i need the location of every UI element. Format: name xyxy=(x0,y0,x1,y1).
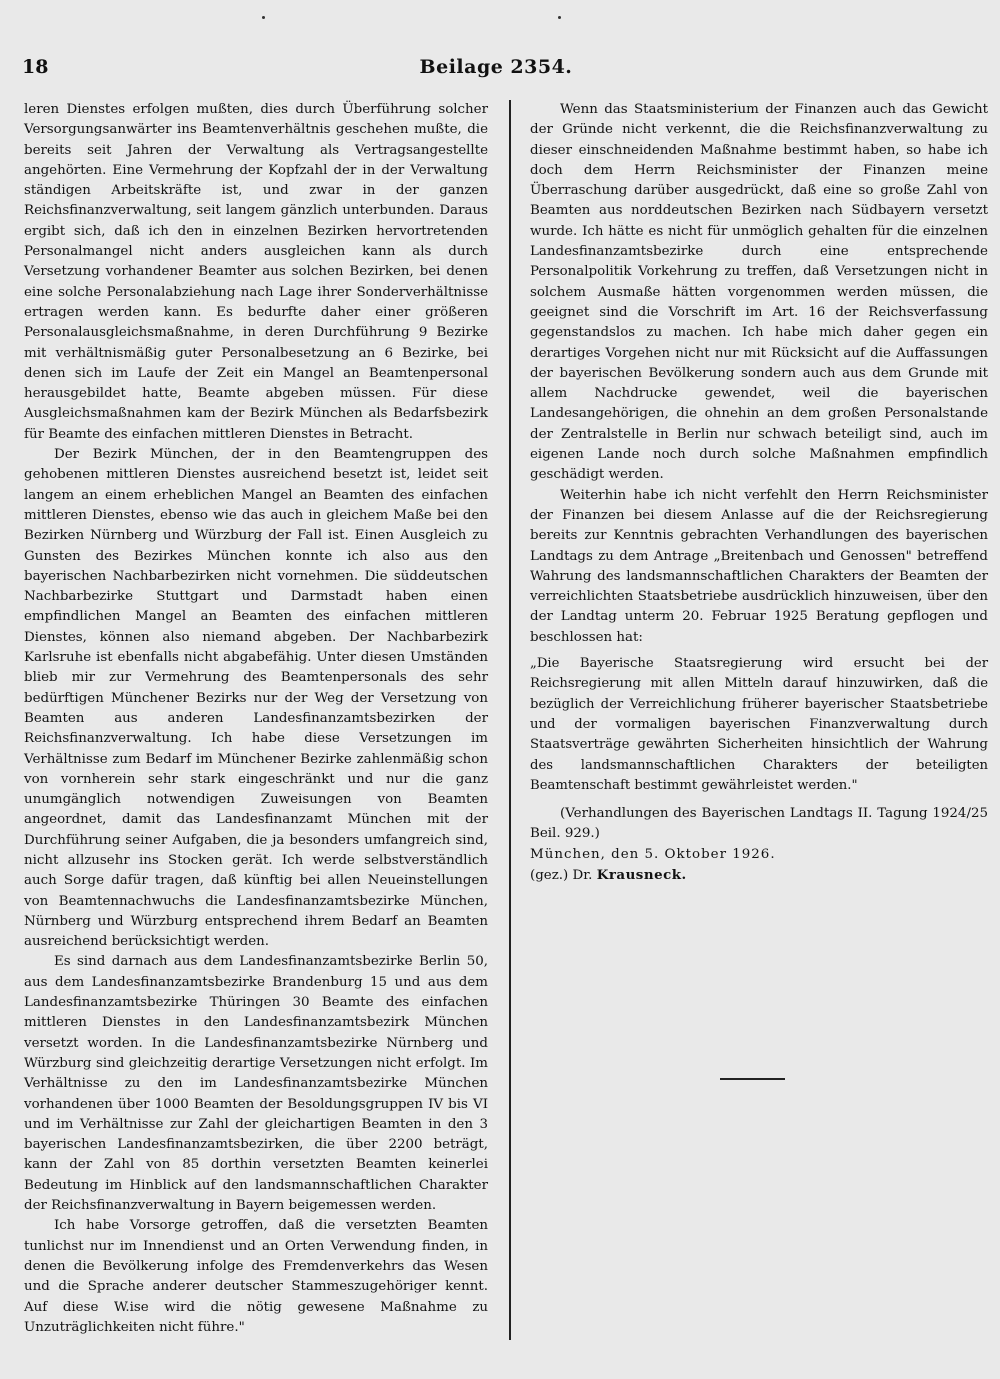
scan-speck xyxy=(262,16,265,19)
paragraph: Weiterhin habe ich nicht verfehlt den Herrn Reichsminister der Finanzen bei diesem Anlasse auf die der Reichsregierung bereits zur Kenntnis gebrachten Verhandlungen des bayerischen Landtags zu dem Antrage „Breitenbach und Genossen" betreffend Wahrung des landsmannschaftlichen Charakters der Beamten der verreichlichten Staatsbetriebe ausdrücklich hinzuweisen, über den der Landtag unterm 20. Februar 1925 Beratung gepflogen und beschlossen hat: xyxy=(530,487,988,645)
right-column xyxy=(530,100,988,886)
paragraph: leren Dienstes erfolgen mußten, dies durch Überführung solcher Versorgungsanwärter ins Beamtenverhältnis geschehen mußte, die bereits seit Jahren der Verwaltung als Vertragsangestellte angehörten. Eine Vermehrung der Kopfzahl der in der Verwaltung ständigen Arbeitskräfte ist, und zwar in der ganzen Reichsfinanzverwaltung, seit langem gänzlich unterbunden. Daraus ergibt sich, daß ich den in einzelnen Bezirken hervortretenden Personalmangel nicht anders ausgleichen kann als durch Versetzung vorhandener Beamter aus solchen Bezirken, bei denen eine solche Personalabziehung nach Lage ihrer Sonderverhältnisse ertragen werden kann. Es bedurfte daher einer größeren Personalausgleichsmaßnahme, in deren Durchführung 9 Bezirke mit verhältnismäßig guter Personalbesetzung an 6 Bezirke, bei denen sich im Laufe der Zeit ein Mangel an Beamtenpersonal herausgebildet hatte, Beamte abgeben müssen. Für diese Ausgleichsmaßnahmen kam der Bezirk München als Bedarfsbezirk für Beamte des einfachen mittleren Dienstes in Betracht. xyxy=(24,102,488,442)
signature-prefix: (gez.) Dr. xyxy=(530,867,593,883)
source-citation: (Verhandlungen des Bayerischen Landtags II. Tagung 1924/25 Beil. 929.) xyxy=(530,806,988,842)
paragraph: Wenn das Staatsministerium der Finanzen auch das Gewicht der Gründe nicht verkennt, die die Reichsfinanzverwaltung zu dieser einschneidenden Maßnahme bestimmt haben, so habe ich doch dem Herrn Reichsminister der Finanzen meine Überraschung darüber ausgedrückt, daß eine so große Zahl von Beamten aus norddeutschen Bezirken nach Südbayern versetzt wurde. Ich hätte es nicht für unmöglich gehalten für die einzelnen Landesfinanzamtsbezirke durch eine entsprechende Personalpolitik Vorkehrung zu treffen, daß Versetzungen nicht in solchem Ausmaße hätten vorgenommen werden müssen, die geeignet sind die Vorschrift im Art. 16 der Reichsverfassung gegenstandslos zu machen. Ich habe mich daher gegen ein derartiges Vorgehen nicht nur mit Rücksicht auf die Auffassungen der bayerischen Bevölkerung sondern auch aus dem Grunde mit allem Nachdrucke gewendet, weil die bayerischen Landesangehörigen, die ohnehin an dem großen Personalstande der Zentralstelle in Berlin nur schwach beteiligt sind, auch im eigenen Lande noch durch solche Maßnahmen empfindlich geschädigt werden. xyxy=(530,102,988,483)
paragraph: Der Bezirk München, der in den Beamtengruppen des gehobenen mittleren Dienstes ausreichend besetzt ist, leidet seit langem an einem erheblichen Mangel an Beamten des einfachen mittleren Dienstes, ebenso wie das auch in gleichem Maße bei den Bezirken Nürnberg und Würzburg der Fall ist. Einen Ausgleich zu Gunsten des Bezirkes München konnte ich also aus den bayerischen Nachbarbezirken nicht vornehmen. Die süddeutschen Nachbarbezirke Stuttgart und Darmstadt haben einen empfindlichen Mangel an Beamten des einfachen mittleren Dienstes, können also niemand abgeben. Der Nachbarbezirk Karlsruhe ist ebenfalls nicht abgabefähig. Unter diesen Umständen blieb mir zur Vermehrung des Beamtenpersonals des sehr bedürftigen Münchener Bezirks nur der Weg der Versetzung von Beamten aus anderen Landesfinanzamtsbezirken der Reichsfinanzverwaltung. Ich habe diese Versetzungen im Verhältnisse zum Bedarf im Münchener Bezirke zahlenmäßig schon von vornherein sehr stark eingeschränkt und nur die ganz unumgänglich notwendigen Zuweisungen von Beamten angeordnet, damit das Landesfinanzamt München mit der Durchführung seiner Aufgaben, die ja besonders umfangreich sind, nicht allzusehr ins Stocken gerät. Ich werde selbstverständlich auch Sorge dafür tragen, daß künftig bei allen Neueinstellungen von Beamtennachwuchs die Landesfinanzamtsbezirke München, Nürnberg und Würzburg entsprechend ihrem Bedarf an Beamten ausreichend berücksichtigt werden. xyxy=(24,447,488,950)
paragraph: Ich habe Vorsorge getroffen, daß die versetzten Beamten tunlichst nur im Innendienst und an Orten Verwendung finden, in denen die Bevölkerung infolge des Fremdenverkehrs das Wesen und die Sprache anderer deutscher Stammeszugehöriger kennt. Auf diese W.ise wird die nötig gewesene Maßnahme zu Unzuträglichkeiten nicht führe." xyxy=(24,1218,488,1335)
dateline: München, den 5. Oktober 1926. xyxy=(530,846,776,862)
signature-name: Krausneck. xyxy=(596,866,687,883)
left-column xyxy=(24,100,488,1338)
page-header xyxy=(22,56,970,86)
page-number: 18 xyxy=(22,56,49,78)
signature xyxy=(530,865,988,886)
paragraph: Es sind darnach aus dem Landesfinanzamtsbezirke Berlin 50, aus dem Landesfinanzamtsbezirke Brandenburg 15 und aus dem Landesfinanzamtsbezirke Thüringen 30 Beamte des einfachen mittleren Dienstes in den Landesfinanzamtsbezirk München versetzt worden. In die Landesfinanzamtsbezirke Nürnberg und Würzburg sind gleichzeitig derartige Versetzungen nicht erfolgt. Im Verhältnisse zu den im Landesfinanzamtsbezirke München vorhandenen über 1000 Beamten der Besoldungsgruppen IV bis VI und im Verhältnisse zur Zahl der gleichartigen Beamten in den 3 bayerischen Landesfinanzamtsbezirken, die über 2200 beträgt, kann der Zahl von 85 dorthin versetzten Beamten keinerlei Bedeutung im Hinblick auf den landsmannschaftlichen Charakter der Reichsfinanzverwaltung in Bayern beigemessen werden. xyxy=(24,954,488,1214)
scan-speck xyxy=(558,16,561,19)
block-quote: „Die Bayerische Staatsregierung wird ersucht bei der Reichsregierung mit allen Mitteln darauf hinzuwirken, daß die bezüglich der Verreichlichung früherer bayerischer Staatsbetriebe und der vormaligen bayerischen Finanzverwaltung durch Staatsverträge gewährten Sicherheiten hinsichtlich der Wahrung des landsmannschaftlichen Charakters der beteiligten Beamtenschaft bestimmt gewährleistet werden." xyxy=(530,656,988,793)
page-title: Beilage 2354. xyxy=(419,56,573,78)
column-divider xyxy=(509,100,511,1340)
end-rule xyxy=(720,1078,785,1080)
